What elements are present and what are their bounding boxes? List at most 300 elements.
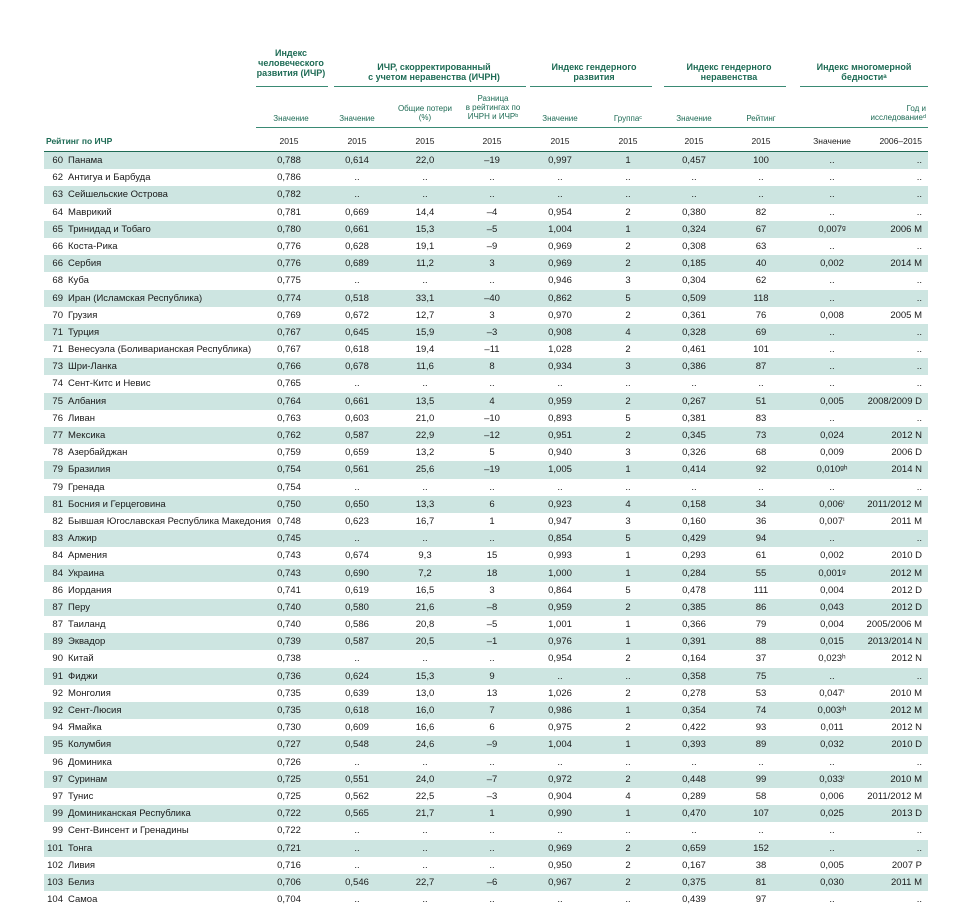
cell-gii-value: 0,439 — [682, 894, 706, 906]
cell-gdi-group: 1 — [625, 619, 631, 631]
cell-ihdi-value: 0,586 — [345, 619, 369, 631]
cell-gii-rank: 88 — [755, 636, 767, 648]
cell-gii-value: .. — [691, 189, 697, 201]
table-row — [44, 874, 928, 891]
table-row — [44, 547, 928, 564]
cell-hdi-value: 0,722 — [277, 808, 301, 820]
table-row — [44, 169, 928, 186]
cell-ihdi-loss: 13,5 — [415, 395, 435, 407]
cell-hdi-value: 0,725 — [277, 790, 301, 802]
cell-ihdi-loss: .. — [422, 825, 428, 837]
cell-mpi-value: 0,007ᵍ — [818, 223, 846, 235]
cell-gii-rank: 107 — [753, 808, 769, 820]
cell-ihdi-value: 0,618 — [345, 705, 369, 716]
cell-gdi-group: 3 — [625, 361, 631, 373]
cell-rank-difference: .. — [489, 825, 495, 837]
cell-gdi-value: 0,923 — [548, 498, 572, 510]
cell-rank-difference: 13 — [486, 687, 498, 699]
cell-mpi-value: .. — [829, 172, 835, 184]
year-mpi-period: 2006–2015 — [879, 136, 922, 146]
cell-ihdi-loss: .. — [422, 172, 428, 184]
cell-rank: 75 — [52, 395, 63, 407]
cell-gii-value: 0,308 — [682, 240, 706, 252]
cell-mpi-value: 0,011 — [820, 722, 844, 734]
cell-rank-difference: –9 — [486, 240, 498, 252]
cell-gii-value: 0,393 — [682, 739, 706, 751]
cell-mpi-value: .. — [829, 825, 835, 837]
cell-gii-value: 0,293 — [682, 550, 706, 562]
cell-gdi-value: 0,970 — [548, 309, 572, 321]
cell-gdi-group: 3 — [625, 515, 631, 527]
table-row — [44, 496, 928, 513]
cell-rank-difference: –8 — [486, 601, 498, 613]
cell-gii-rank: 68 — [755, 447, 767, 459]
table-row — [44, 410, 928, 427]
cell-mpi-value: 0,002 — [820, 258, 844, 270]
cell-rank-difference: .. — [489, 756, 495, 768]
cell-gdi-value: 0,864 — [548, 584, 572, 596]
cell-country: Сент-Люсия — [68, 705, 122, 716]
subheader-ihdi-loss: Общие потери (%) — [397, 104, 453, 122]
cell-mpi-year: 2012 D — [891, 584, 922, 596]
subheader-gdi-group: Группаᶜ — [613, 114, 643, 123]
cell-mpi-value: 0,025 — [820, 808, 844, 820]
table-row — [44, 565, 928, 582]
cell-hdi-value: 0,766 — [277, 361, 301, 373]
cell-hdi-value: 0,781 — [277, 206, 301, 218]
cell-country: Албания — [68, 395, 107, 407]
cell-hdi-value: 0,780 — [277, 223, 301, 235]
cell-gii-value: 0,284 — [682, 567, 706, 579]
table-row — [44, 221, 928, 238]
cell-gdi-group: 2 — [625, 395, 631, 407]
cell-gdi-value: .. — [557, 481, 563, 493]
year-gii: 2015 — [684, 136, 704, 146]
cell-country: Грузия — [68, 309, 98, 321]
cell-hdi-value: 0,716 — [277, 859, 301, 871]
cell-rank: 99 — [52, 825, 63, 837]
cell-mpi-value: 0,010ᵍʰ — [816, 464, 848, 476]
cell-rank-difference: –4 — [486, 206, 498, 218]
table-row — [44, 599, 928, 616]
subheader-gii-value: Значение — [676, 114, 712, 123]
group-rule-hdi — [256, 86, 328, 87]
cell-hdi-value: 0,740 — [277, 601, 301, 613]
cell-mpi-value: .. — [829, 894, 835, 906]
cell-gii-rank: 89 — [755, 739, 767, 751]
cell-gdi-value: .. — [557, 825, 563, 837]
cell-rank-difference: –5 — [486, 619, 498, 631]
cell-gii-rank: 83 — [755, 412, 767, 424]
cell-rank: 66 — [52, 240, 63, 252]
cell-rank-difference: .. — [489, 859, 495, 871]
cell-gii-value: 0,659 — [682, 842, 706, 854]
cell-gii-value: 0,391 — [682, 636, 706, 648]
cell-mpi-value: 0,004 — [820, 584, 844, 596]
cell-ihdi-loss: .. — [422, 378, 428, 390]
cell-mpi-value: .. — [829, 412, 835, 424]
cell-ihdi-value: 0,672 — [345, 309, 369, 321]
cell-mpi-year: .. — [916, 378, 922, 390]
group-header-ihdi: ИЧР, скорректированный с учетом неравенства (ИЧРН) — [368, 62, 500, 82]
cell-mpi-year: .. — [916, 533, 922, 545]
group-header-mpi: Индекс многомерной бедностиᵃ — [816, 62, 912, 82]
cell-rank: 91 — [52, 670, 63, 682]
cell-rank-difference: 3 — [489, 258, 495, 270]
cell-ihdi-loss: 21,7 — [415, 808, 435, 820]
cell-gdi-group: 5 — [625, 533, 631, 545]
cell-hdi-value: 0,767 — [277, 344, 301, 356]
cell-rank: 62 — [52, 172, 63, 184]
cell-gii-rank: 34 — [755, 498, 767, 510]
cell-gdi-value: .. — [557, 756, 563, 768]
cell-gdi-value: 0,969 — [548, 240, 572, 252]
cell-gii-rank: 152 — [753, 842, 769, 854]
cell-gii-value: 0,328 — [682, 326, 706, 338]
cell-country: Эквадор — [68, 636, 106, 648]
cell-rank-difference: 1 — [489, 808, 495, 820]
cell-gii-rank: 86 — [755, 601, 767, 613]
cell-hdi-value: 0,776 — [277, 258, 301, 270]
cell-gii-rank: 37 — [755, 653, 767, 665]
cell-hdi-value: 0,738 — [277, 653, 301, 665]
cell-mpi-value: 0,005 — [820, 395, 844, 407]
cell-ihdi-loss: 22,9 — [415, 430, 435, 441]
cell-gdi-value: 0,854 — [548, 533, 572, 545]
cell-gdi-value: .. — [557, 172, 563, 184]
cell-ihdi-loss: 20,5 — [415, 636, 435, 648]
cell-ihdi-loss: .. — [422, 894, 428, 906]
cell-hdi-value: 0,775 — [277, 275, 301, 287]
cell-ihdi-value: 0,619 — [345, 584, 369, 596]
cell-rank: 69 — [52, 292, 63, 304]
cell-rank: 92 — [52, 705, 63, 716]
cell-ihdi-value: 0,624 — [345, 670, 369, 682]
subheader-gii-rank: Рейтинг — [746, 114, 776, 123]
cell-rank: 60 — [52, 155, 63, 166]
cell-gii-value: 0,470 — [682, 808, 706, 820]
cell-country: Перу — [68, 601, 91, 613]
cell-gdi-value: 0,893 — [548, 412, 572, 424]
cell-hdi-value: 0,776 — [277, 240, 301, 252]
cell-rank: 84 — [52, 567, 63, 579]
cell-mpi-value: .. — [829, 378, 835, 390]
cell-gdi-value: 0,908 — [548, 326, 572, 338]
cell-ihdi-value: .. — [354, 653, 360, 665]
cell-rank-difference: 18 — [486, 567, 498, 579]
cell-country: Панама — [68, 155, 103, 166]
cell-ihdi-loss: .. — [422, 842, 428, 854]
cell-gdi-group: 4 — [625, 326, 631, 338]
cell-country: Сент-Китс и Невис — [68, 378, 151, 390]
cell-hdi-value: 0,743 — [277, 550, 301, 562]
cell-gii-rank: 53 — [755, 687, 767, 699]
cell-mpi-value: 0,023ʰ — [818, 653, 846, 665]
cell-mpi-year: .. — [916, 825, 922, 837]
cell-rank: 94 — [52, 722, 63, 734]
cell-gdi-value: 1,004 — [548, 739, 572, 751]
cell-gii-rank: 75 — [755, 670, 767, 682]
cell-ihdi-loss: 22,0 — [415, 155, 435, 166]
cell-mpi-year: .. — [916, 361, 922, 373]
cell-ihdi-value: 0,603 — [345, 412, 369, 424]
cell-hdi-value: 0,763 — [277, 412, 301, 424]
cell-rank: 66 — [52, 258, 63, 270]
cell-country: Белиз — [68, 876, 95, 888]
cell-ihdi-value: 0,661 — [345, 395, 369, 407]
cell-mpi-year: 2010 M — [890, 687, 922, 699]
cell-ihdi-value: .. — [354, 189, 360, 201]
cell-hdi-value: 0,745 — [277, 533, 301, 545]
cell-gdi-value: 0,993 — [548, 550, 572, 562]
cell-ihdi-loss: 25,6 — [415, 464, 435, 476]
cell-country: Тунис — [68, 790, 94, 802]
cell-gii-value: 0,167 — [682, 859, 706, 871]
cell-rank: 79 — [52, 464, 63, 476]
cell-mpi-year: .. — [916, 670, 922, 682]
cell-gdi-value: 0,934 — [548, 361, 572, 373]
cell-mpi-value: .. — [829, 533, 835, 545]
cell-ihdi-value: 0,623 — [345, 515, 369, 527]
cell-ihdi-loss: 19,1 — [415, 240, 435, 252]
cell-gii-value: 0,345 — [682, 430, 706, 441]
cell-mpi-year: 2011 M — [891, 876, 922, 888]
cell-rank: 89 — [52, 636, 63, 648]
table-row — [44, 375, 928, 392]
cell-gdi-value: 0,975 — [548, 722, 572, 734]
cell-hdi-value: 0,735 — [277, 705, 301, 716]
cell-hdi-value: 0,743 — [277, 567, 301, 579]
cell-country: Венесуэла (Боливарианская Республика) — [68, 344, 252, 356]
table-row — [44, 341, 928, 358]
cell-gii-value: 0,448 — [682, 773, 706, 785]
cell-gdi-group: 2 — [625, 206, 631, 218]
table-row — [44, 358, 928, 375]
cell-gdi-group: 1 — [625, 739, 631, 751]
cell-gii-rank: 92 — [755, 464, 767, 476]
cell-gdi-value: 0,969 — [548, 842, 572, 854]
cell-gdi-group: 2 — [625, 344, 631, 356]
cell-mpi-year: 2011/2012 M — [867, 498, 922, 510]
cell-hdi-value: 0,748 — [277, 515, 301, 527]
cell-rank-difference: –10 — [484, 412, 500, 424]
cell-gii-rank: 62 — [755, 275, 767, 287]
table-row — [44, 788, 928, 805]
cell-ihdi-value: 0,628 — [345, 240, 369, 252]
cell-ihdi-loss: .. — [422, 189, 428, 201]
cell-gdi-value: 0,959 — [548, 395, 572, 407]
cell-gii-value: 0,158 — [682, 498, 706, 510]
cell-ihdi-loss: 13,3 — [415, 498, 435, 510]
cell-country: Таиланд — [68, 619, 106, 631]
cell-gdi-value: 1,028 — [548, 344, 572, 356]
year-mpi-value: Значение — [813, 136, 851, 146]
cell-gii-value: 0,509 — [682, 292, 706, 304]
cell-ihdi-loss: 12,7 — [415, 309, 435, 321]
cell-gii-rank: .. — [758, 378, 764, 390]
cell-ihdi-loss: .. — [422, 533, 428, 545]
rank-column-header: Рейтинг по ИЧР — [46, 136, 113, 146]
cell-gii-rank: 79 — [755, 619, 767, 631]
cell-country: Гренада — [68, 481, 105, 493]
cell-mpi-value: .. — [829, 481, 835, 493]
cell-country: Доминика — [68, 756, 112, 768]
cell-rank: 63 — [52, 189, 63, 201]
cell-country: Турция — [68, 326, 100, 338]
cell-gdi-group: 1 — [625, 636, 631, 648]
cell-rank-difference: 6 — [489, 498, 495, 510]
cell-rank-difference: –1 — [486, 636, 498, 648]
cell-gdi-group: 1 — [625, 464, 631, 476]
table-row — [44, 702, 928, 719]
cell-mpi-value: 0,043 — [820, 601, 844, 613]
cell-gii-rank: 87 — [755, 361, 767, 373]
cell-gii-rank: 94 — [755, 533, 767, 545]
cell-mpi-value: .. — [829, 292, 835, 304]
cell-gii-rank: 55 — [755, 567, 767, 579]
cell-ihdi-loss: 20,8 — [415, 619, 435, 631]
cell-rank: 83 — [52, 533, 63, 545]
cell-mpi-year: 2006 M — [890, 223, 922, 235]
cell-country: Мексика — [68, 430, 106, 441]
cell-rank: 97 — [52, 790, 63, 802]
cell-mpi-year: 2007 P — [891, 859, 922, 871]
cell-hdi-value: 0,750 — [277, 498, 301, 510]
table-row — [44, 444, 928, 461]
cell-mpi-value: 0,003ᶦʰ — [817, 705, 847, 716]
cell-gii-value: 0,185 — [682, 258, 706, 270]
subheader-mpi-year: Год и исследованиеᵈ — [870, 104, 926, 122]
cell-gii-value: 0,385 — [682, 601, 706, 613]
table-row — [44, 754, 928, 771]
table-row — [44, 186, 928, 203]
cell-mpi-year: .. — [916, 756, 922, 768]
cell-mpi-value: 0,024 — [820, 430, 844, 441]
cell-gii-rank: 51 — [755, 395, 767, 407]
cell-mpi-value: 0,009 — [820, 447, 844, 459]
cell-ihdi-loss: 7,2 — [418, 567, 432, 579]
cell-rank-difference: .. — [489, 653, 495, 665]
cell-hdi-value: 0,721 — [277, 842, 301, 854]
table-row — [44, 633, 928, 650]
cell-ihdi-value: 0,645 — [345, 326, 369, 338]
subheader-hdi-value: Значение — [273, 114, 309, 123]
cell-ihdi-value: .. — [354, 481, 360, 493]
cell-gdi-value: 0,967 — [548, 876, 572, 888]
cell-ihdi-loss: 21,0 — [415, 412, 435, 424]
table-row — [44, 736, 928, 753]
subheader-ihdi-diff: Разница в рейтингах по ИЧРН и ИЧРᵇ — [465, 94, 521, 121]
cell-country: Ливия — [68, 859, 96, 871]
cell-mpi-value: .. — [829, 842, 835, 854]
cell-gii-value: 0,278 — [682, 687, 706, 699]
cell-country: Фиджи — [68, 670, 98, 682]
cell-gdi-value: 0,947 — [548, 515, 572, 527]
group-rule-ihdi — [334, 86, 526, 87]
cell-rank-difference: 4 — [489, 395, 495, 407]
cell-ihdi-value: 0,587 — [345, 430, 369, 441]
table-row — [44, 461, 928, 478]
cell-gii-value: .. — [691, 825, 697, 837]
cell-mpi-year: .. — [916, 894, 922, 906]
cell-gii-value: .. — [691, 172, 697, 184]
year-ihdi: 2015 — [347, 136, 367, 146]
cell-rank-difference: .. — [489, 275, 495, 287]
cell-gdi-group: 1 — [625, 808, 631, 820]
table-row — [44, 685, 928, 702]
cell-gii-value: 0,304 — [682, 275, 706, 287]
cell-gii-value: 0,267 — [682, 395, 706, 407]
table-row — [44, 822, 928, 839]
cell-ihdi-value: 0,639 — [345, 687, 369, 699]
cell-mpi-year: 2011 M — [891, 515, 922, 527]
table-row — [44, 650, 928, 667]
cell-gii-value: 0,461 — [682, 344, 706, 356]
cell-gdi-value: 0,986 — [548, 705, 572, 716]
cell-rank-difference: .. — [489, 189, 495, 201]
cell-gii-rank: 73 — [755, 430, 767, 441]
cell-country: Бразилия — [68, 464, 111, 476]
table-row — [44, 582, 928, 599]
cell-hdi-value: 0,736 — [277, 670, 301, 682]
cell-mpi-value: .. — [829, 155, 835, 166]
cell-rank-difference: 7 — [489, 705, 495, 716]
cell-country: Сербия — [68, 258, 102, 270]
cell-gdi-value: 1,001 — [548, 619, 572, 631]
cell-mpi-value: .. — [829, 670, 835, 682]
cell-hdi-value: 0,739 — [277, 636, 301, 648]
cell-gdi-value: .. — [557, 670, 563, 682]
cell-rank: 101 — [47, 842, 63, 854]
cell-gii-value: 0,324 — [682, 223, 706, 235]
cell-rank-difference: 15 — [486, 550, 498, 562]
cell-rank-difference: –7 — [486, 773, 498, 785]
table-row — [44, 290, 928, 307]
cell-mpi-year: 2012 N — [891, 430, 922, 441]
cell-rank: 71 — [52, 326, 63, 338]
cell-mpi-year: .. — [916, 172, 922, 184]
cell-gdi-value: 1,000 — [548, 567, 572, 579]
cell-rank-difference: –11 — [484, 344, 500, 356]
cell-rank: 99 — [52, 808, 63, 820]
cell-rank: 92 — [52, 687, 63, 699]
cell-ihdi-loss: 13,2 — [415, 447, 435, 459]
cell-rank-difference: 8 — [489, 361, 495, 373]
cell-ihdi-value: 0,565 — [345, 808, 369, 820]
cell-rank-difference: –9 — [486, 739, 498, 751]
cell-ihdi-loss: 16,5 — [415, 584, 435, 596]
cell-hdi-value: 0,704 — [277, 894, 301, 906]
cell-mpi-year: 2012 N — [891, 653, 922, 665]
cell-gdi-value: 0,997 — [548, 155, 572, 166]
cell-gdi-value: 0,862 — [548, 292, 572, 304]
table-row — [44, 479, 928, 496]
cell-gdi-group: 2 — [625, 258, 631, 270]
cell-gdi-group: 5 — [625, 412, 631, 424]
cell-mpi-value: .. — [829, 240, 835, 252]
subheader-gdi-value: Значение — [542, 114, 578, 123]
cell-gdi-group: 2 — [625, 687, 631, 699]
cell-hdi-value: 0,765 — [277, 378, 301, 390]
table-row — [44, 857, 928, 874]
cell-ihdi-value: 0,546 — [345, 876, 369, 888]
cell-ihdi-value: 0,690 — [345, 567, 369, 579]
cell-rank-difference: –5 — [486, 223, 498, 235]
cell-mpi-year: 2013/2014 N — [867, 636, 922, 648]
cell-mpi-year: 2014 N — [891, 464, 922, 476]
cell-country: Шри-Ланка — [68, 361, 117, 373]
cell-ihdi-loss: .. — [422, 275, 428, 287]
